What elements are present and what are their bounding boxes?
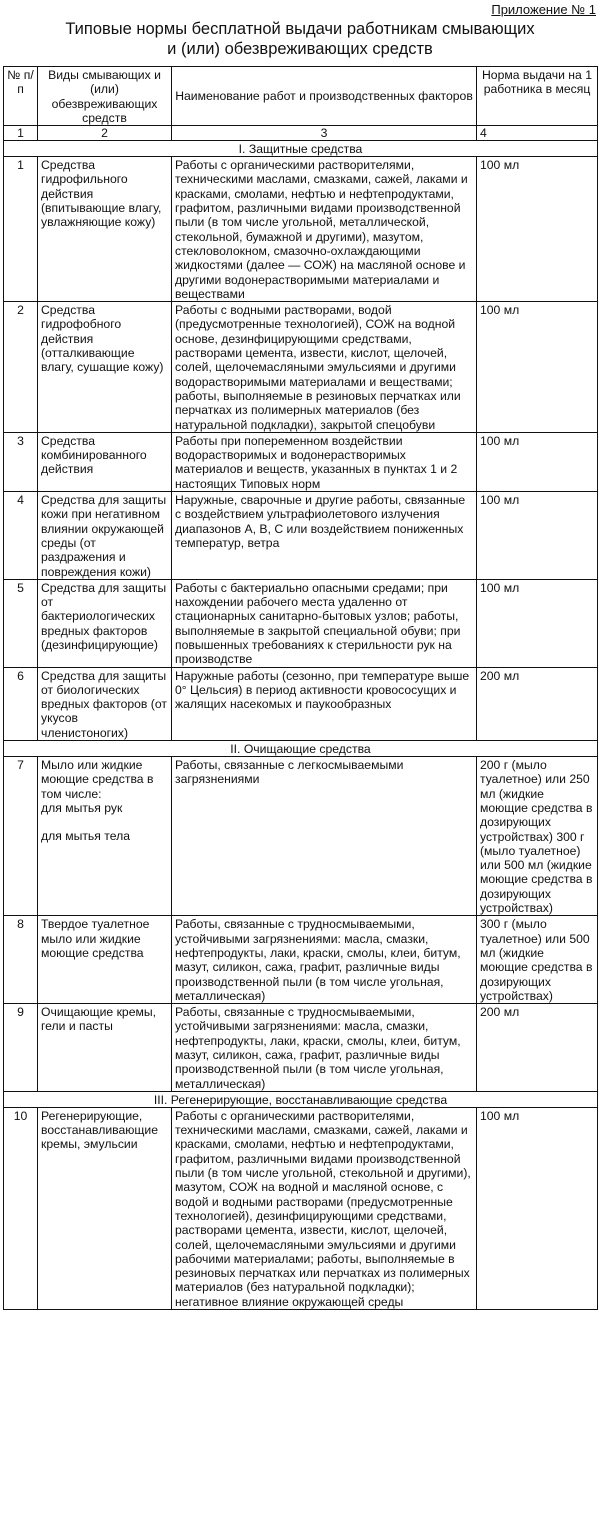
table-row	[4, 492, 598, 580]
row-type: Средства для защиты от бактериологических вредных факторов (дезинфицирующие)	[38, 579, 172, 667]
row-works: Работы при попеременном воздействии водорастворимых и водонерастворимых материалов и веществ, указанных в пунктах 1 и 2 настоящих Типовых норм	[172, 432, 477, 491]
table-row	[4, 432, 598, 491]
row-works: Работы с бактериально опасными средами; при нахождении рабочего места удаленно от стационарных санитарно-бытовых узлов; работы, выполняемые в закрытой специальной обуви; при повышенных требованиях к стерильности рук на производстве	[172, 579, 477, 667]
title-line-2: и (или) обезвреживающих средств	[167, 40, 433, 58]
row-type: Средства гидрофильного действия (впитывающие влагу, увлажняющие кожу)	[38, 157, 172, 302]
column-number: 3	[172, 126, 477, 141]
section-title: II. Очищающие средства	[4, 741, 598, 757]
appendix-label: Приложение № 1	[491, 2, 596, 17]
row-works: Работы, связанные с трудносмываемыми, устойчивыми загрязнениями: масла, смазки, нефтепродукты, лаки, краски, смолы, клеи, битум, мазут, силикон, сажа, графит, различные виды производственной пыли (в том числе угольная, металлическая)	[172, 916, 477, 1004]
section-title: I. Защитные средства	[4, 141, 598, 157]
row-norm: 300 г (мыло туалетное) или 500 мл (жидкие моющие средства в дозирующих устройствах)	[477, 916, 598, 1004]
row-type: Очищающие кремы, гели и пасты	[38, 1004, 172, 1092]
row-type-sub-body: для мытья тела	[41, 829, 130, 844]
row-works: Работы с органическими растворителями, техническими маслами, смазками, сажей, лаками и красками, смолами, нефтью и нефтепродуктами, графитом, различными видами производственной пыли (в том числе угольной, металлической, стекольной, бумажной и другими), мазутом, стекловолокном, смазочно-охлаждающими жидкостями (далее — СОЖ) на масляной основе и другими водонерастворимыми материалами и веществами	[172, 157, 477, 302]
section-row	[4, 1091, 598, 1107]
row-type: Регенерирующие, восстанавливающие кремы, эмульсии	[38, 1107, 172, 1309]
row-number: 3	[4, 432, 38, 491]
section-title: III. Регенерирующие, восстанавливающие средства	[4, 1091, 598, 1107]
row-number: 7	[4, 757, 38, 916]
row-number: 4	[4, 492, 38, 580]
table-row	[4, 302, 598, 433]
header-num: № п/п	[4, 67, 38, 126]
row-type: Твердое туалетное мыло или жидкие моющие средства	[38, 916, 172, 1004]
row-norm: 200 мл	[477, 1004, 598, 1092]
row-works: Работы с органическими растворителями, техническими маслами, смазками, сажей, лаками и красками, смолами, нефтью и нефтепродуктами, графитом, различными видами производственной пыли (в том числе угольной, стекольной и другими), мазутом, СОЖ на водной и масляной основе, с водой и водными растворами (предусмотренные технологией), дезинфицирующими средствами, растворами цемента, извести, кислот, щелочей, солей, щелочемасляными эмульсиями и другими рабочими материалами; работы, выполняемые в резиновых перчатках или перчатках из полимерных материалов (без натуральной подкладки); негативное влияние окружающей среды	[172, 1107, 477, 1309]
row-norm: 200 мл	[477, 667, 598, 740]
section-row	[4, 141, 598, 157]
header-works: Наименование работ и производственных факторов	[172, 67, 477, 126]
row-number: 9	[4, 1004, 38, 1092]
row-norm: 100 мл	[477, 1107, 598, 1309]
column-number-row	[4, 126, 598, 141]
row-works: Работы, связанные с легкосмываемыми загрязнениями	[172, 757, 477, 916]
norms-table	[3, 66, 598, 1310]
document-title	[0, 19, 600, 59]
table-row	[4, 157, 598, 302]
row-type: Средства комбинированного действия	[38, 432, 172, 491]
row-type	[38, 757, 172, 916]
row-norm: 100 мл	[477, 302, 598, 433]
table-row	[4, 757, 598, 916]
row-works: Наружные работы (сезонно, при температуре выше 0° Цельсия) в период активности кровососущих и жалящих насекомых и паукообразных	[172, 667, 477, 740]
header-norm: Норма выдачи на 1 работника в месяц	[477, 67, 598, 126]
row-type: Средства для защиты кожи при негативном влиянии окружающей среды (от раздражения и повреждения кожи)	[38, 492, 172, 580]
row-norm: 100 мл	[477, 432, 598, 491]
row-type: Средства гидрофобного действия (отталкивающие влагу, сушащие кожу)	[38, 302, 172, 433]
row-type-main: Мыло или жидкие моющие средства в том числе:	[41, 758, 154, 801]
column-number: 4	[477, 126, 598, 141]
table-row	[4, 579, 598, 667]
row-number: 6	[4, 667, 38, 740]
table-header-row	[4, 67, 598, 126]
row-works: Наружные, сварочные и другие работы, связанные с воздействием ультрафиолетового излучения диапазонов А, В, С или воздействием пониженных температур, ветра	[172, 492, 477, 580]
table-row	[4, 667, 598, 740]
header-type: Виды смывающих и (или) обезвреживающих средств	[38, 67, 172, 126]
title-line-1: Типовые нормы бесплатной выдачи работникам смывающих	[65, 20, 535, 38]
row-number: 2	[4, 302, 38, 433]
column-number: 1	[4, 126, 38, 141]
column-number: 2	[38, 126, 172, 141]
row-number: 1	[4, 157, 38, 302]
spacer	[41, 815, 168, 829]
table-row	[4, 1107, 598, 1309]
table-row	[4, 916, 598, 1004]
row-works: Работы, связанные с трудносмываемыми, устойчивыми загрязнениями: масла, смазки, нефтепродукты, лаки, краски, смолы, клеи, битум, мазут, силикон, сажа, графит, различные виды производственной пыли (в том числе угольная, металлическая)	[172, 1004, 477, 1092]
row-number: 5	[4, 579, 38, 667]
table-row	[4, 1004, 598, 1092]
row-type: Средства для защиты от биологических вредных факторов (от укусов членистоногих)	[38, 667, 172, 740]
row-norm: 100 мл	[477, 579, 598, 667]
row-norm: 100 мл	[477, 492, 598, 580]
section-row	[4, 741, 598, 757]
row-number: 8	[4, 916, 38, 1004]
row-number: 10	[4, 1107, 38, 1309]
row-works: Работы с водными растворами, водой (предусмотренные технологией), СОЖ на водной основе, дезинфицирующими средствами, растворами цемента, извести, кислот, щелочей, солей, щелочемасляными эмульсиями и другими водорастворимыми материалами и веществами; работы, выполняемые в резиновых перчатках или перчатках из полимерных материалов (без натуральной подкладки), закрытой спецобуви	[172, 302, 477, 433]
row-norm: 200 г (мыло туалетное) или 250 мл (жидкие моющие средства в дозирующих устройствах) 300 г (мыло туалетное) или 500 мл (жидкие моющие средства в дозирующих устройствах)	[477, 757, 598, 916]
row-type-sub-hands: для мытья рук	[41, 800, 123, 815]
row-norm: 100 мл	[477, 157, 598, 302]
